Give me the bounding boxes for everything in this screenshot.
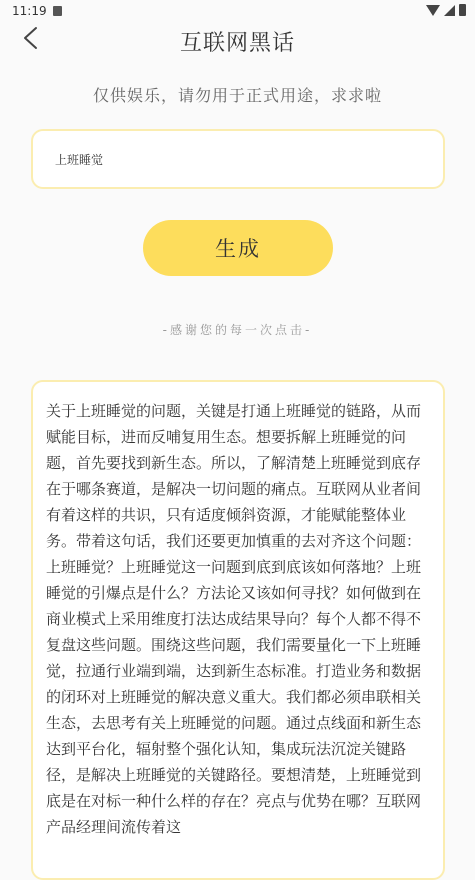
subtitle: 仅供娱乐，请勿用于正式用途，求求啦 xyxy=(92,86,382,105)
keyword-input[interactable] xyxy=(53,151,423,167)
page-title: 互联网黑话 xyxy=(179,31,295,56)
keyword-input-container xyxy=(31,129,445,189)
wifi-icon xyxy=(426,5,440,16)
notification-icon xyxy=(53,6,62,16)
status-icons xyxy=(426,4,466,16)
status-bar xyxy=(0,0,475,22)
result-text: 关于上班睡觉的问题，关键是打通上班睡觉的链路，从而赋能目标，进而反哺复用生态。想要拆解上班睡觉的问题，首先要找到新生态。所以，了解清楚上班睡觉到底存在于哪条赛道，是解决一切问题的痛点。互联网从业者间有着这样的共识，只有适度倾斜资源，才能赋能整体业务。带着这句话，我们还要更加慎重的去对齐这个问题：上班睡觉？上班睡觉这一问题到底到底该如何落地？上班睡觉的引爆点是什么？方法论又该如何寻找？如何做到在商业模式上采用维度打法达成结果导向？每个人都不得不复盘这些问题。围绕这些问题，我们需要量化一下上班睡觉，拉通行业端到端，达到新生态标准。打造业务和数据的闭环对上班睡觉的解决意义重大。我们都必须串联相关生态，去思考有关上班睡觉的问题。通过点线面和新生态达到平台化，辐射整个强化认知，集成玩法沉淀关键路径，是解决上班睡觉的关键路径。要想清楚，上班睡觉到底是在对标一种什么样的存在？亮点与优势在哪？互联网产品经理间流传着这 xyxy=(46,402,422,836)
battery-icon xyxy=(459,4,466,16)
generate-button[interactable]: 生成 xyxy=(143,220,333,276)
header xyxy=(0,22,475,56)
result-container[interactable] xyxy=(31,380,445,880)
thanks-text: -感谢您的每一次点击- xyxy=(162,323,313,337)
signal-icon xyxy=(444,5,455,16)
status-time: 11:19 xyxy=(12,4,47,18)
